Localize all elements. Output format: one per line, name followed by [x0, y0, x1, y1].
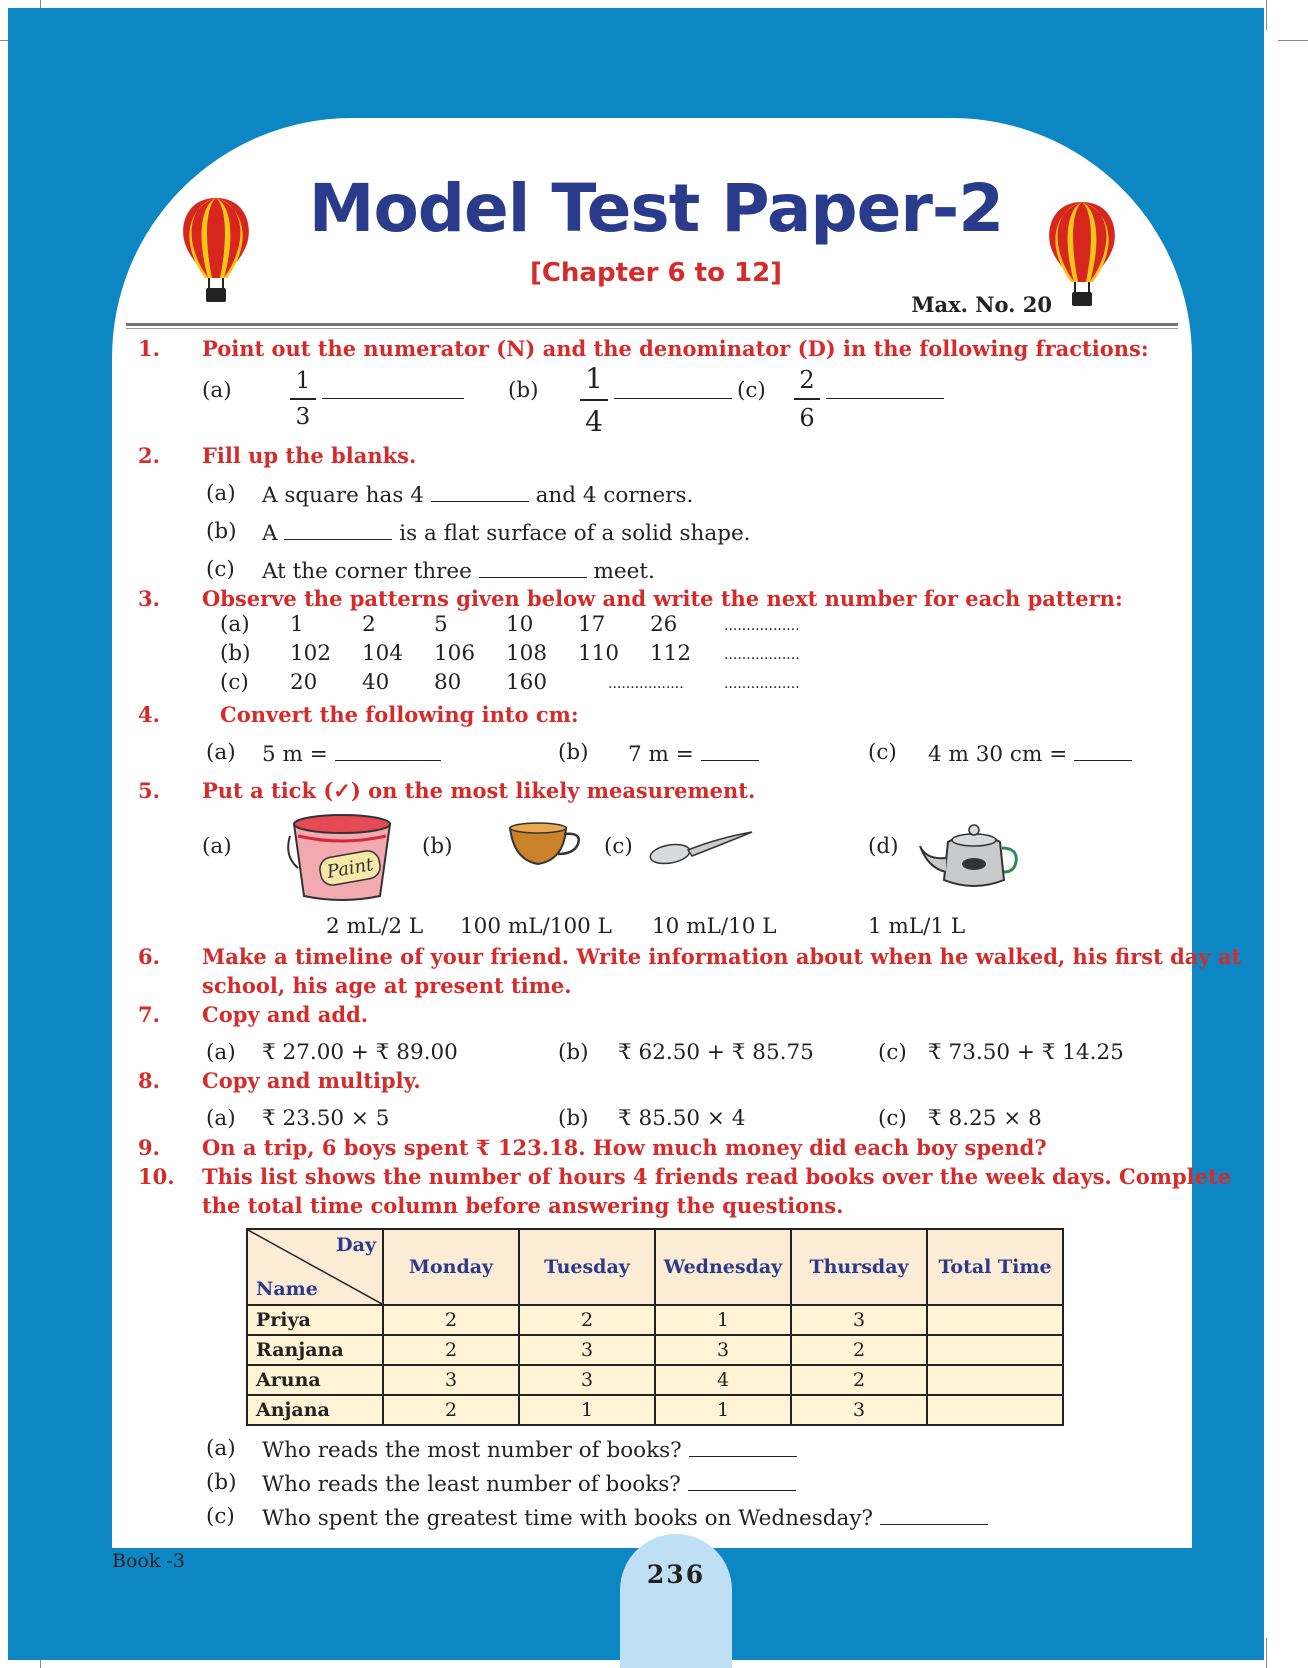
crop-mark: [1278, 40, 1308, 41]
table-row: [247, 1335, 1063, 1365]
column-header: Total Time: [927, 1229, 1063, 1305]
column-header: Thursday: [791, 1229, 927, 1305]
answer-blank[interactable]: [614, 398, 732, 399]
pattern-label: (a): [220, 612, 250, 637]
corner-name-label: Name: [256, 1278, 318, 1300]
option-label: (c): [206, 557, 235, 582]
question-text: Fill up the blanks.: [202, 443, 417, 468]
total-time-cell[interactable]: [927, 1395, 1063, 1425]
addition-expression: ₹ 27.00 + ₹ 89.00: [262, 1040, 458, 1065]
measurement-option[interactable]: 100 mL/100 L: [460, 914, 612, 939]
multiplication-expression: ₹ 23.50 × 5: [262, 1106, 390, 1131]
answer-blank[interactable]: [689, 1436, 797, 1457]
pattern-answer-blank[interactable]: .................: [724, 618, 800, 634]
blank-prefix: A square has 4: [262, 483, 424, 508]
cup-icon: [506, 820, 588, 870]
denominator: 3: [295, 403, 311, 430]
sub-question: [262, 1436, 797, 1463]
option-label: (b): [206, 519, 237, 544]
question-text: Copy and multiply.: [202, 1068, 421, 1093]
question-text: On a trip, 6 boys spent ₹ 123.18. How much money did each boy spend?: [202, 1135, 1047, 1160]
column-header: Monday: [383, 1229, 519, 1305]
table-header-row: [247, 1229, 1063, 1305]
question-text: the total time column before answering the questions.: [202, 1193, 844, 1218]
max-marks: Max. No. 20: [911, 292, 1052, 317]
blank-suffix: and 4 corners.: [535, 483, 694, 508]
option-label: (c): [604, 834, 633, 859]
pattern-value: 80: [434, 670, 462, 695]
column-header: Tuesday: [519, 1229, 655, 1305]
question-text: Convert the following into cm:: [220, 702, 579, 727]
question-text: Put a tick (✓) on the most likely measurement.: [202, 778, 756, 803]
question-text: This list shows the number of hours 4 friends read books over the week days. Complete: [202, 1164, 1232, 1189]
pattern-answer-blank[interactable]: .................: [724, 676, 800, 692]
conversion-text: 7 m =: [628, 742, 694, 767]
hours-cell: 3: [519, 1365, 655, 1395]
answer-blank[interactable]: [1074, 740, 1132, 761]
fill-blank-line: [262, 557, 655, 584]
question-number: 1.: [138, 336, 160, 361]
answer-blank[interactable]: [688, 1470, 796, 1491]
reading-hours-table: [246, 1228, 1064, 1426]
option-label: (a): [206, 481, 236, 506]
sub-question: [262, 1470, 796, 1497]
option-label: (c): [206, 1504, 235, 1529]
option-label: (c): [737, 378, 766, 403]
pattern-label: (b): [220, 641, 251, 666]
option-label: (c): [868, 740, 897, 765]
measurement-option[interactable]: 2 mL/2 L: [326, 914, 424, 939]
addition-expression: ₹ 73.50 + ₹ 14.25: [928, 1040, 1124, 1065]
answer-blank[interactable]: [431, 481, 529, 502]
pattern-value: 102: [290, 641, 332, 666]
sub-question-text: Who reads the least number of books?: [262, 1472, 681, 1497]
answer-blank[interactable]: [335, 740, 441, 761]
option-label: (b): [558, 1040, 589, 1065]
question-text: Copy and add.: [202, 1002, 369, 1027]
hours-cell: 2: [383, 1335, 519, 1365]
total-time-cell[interactable]: [927, 1365, 1063, 1395]
option-label: (a): [202, 378, 232, 403]
row-name-cell: Anjana: [247, 1395, 383, 1425]
conversion-item: [262, 740, 441, 767]
option-label: (b): [206, 1470, 237, 1495]
conversion-text: 4 m 30 cm =: [928, 742, 1068, 767]
divider: [126, 323, 1178, 326]
total-time-cell[interactable]: [927, 1305, 1063, 1335]
pattern-value: 106: [434, 641, 476, 666]
hours-cell: 3: [383, 1365, 519, 1395]
table-corner-cell: [247, 1229, 383, 1305]
hours-cell: 2: [791, 1335, 927, 1365]
pattern-answer-blank[interactable]: .................: [724, 647, 800, 663]
question-number: 7.: [138, 1002, 160, 1027]
sub-question-text: Who reads the most number of books?: [262, 1438, 682, 1463]
question-text: Make a timeline of your friend. Write information about when he walked, his first day at: [202, 944, 1242, 969]
page-number-tab: [620, 1534, 732, 1668]
pattern-value: 110: [578, 641, 620, 666]
option-label: (c): [878, 1040, 907, 1065]
question-text: Observe the patterns given below and write the next number for each pattern:: [202, 586, 1123, 611]
option-label: (b): [508, 378, 539, 403]
question-text: Point out the numerator (N) and the denominator (D) in the following fractions:: [202, 336, 1149, 361]
question-number: 10.: [138, 1164, 175, 1189]
crop-mark: [1266, 1638, 1267, 1668]
fill-blank-line: [262, 519, 751, 546]
pattern-value: 10: [506, 612, 534, 637]
denominator: 6: [799, 403, 815, 432]
column-header: Wednesday: [655, 1229, 791, 1305]
option-label: (b): [422, 834, 453, 859]
pattern-value: 20: [290, 670, 318, 695]
option-label: (c): [878, 1106, 907, 1131]
hours-cell: 2: [519, 1305, 655, 1335]
multiplication-expression: ₹ 8.25 × 8: [928, 1106, 1042, 1131]
pattern-value: 112: [650, 641, 692, 666]
hours-cell: 2: [791, 1365, 927, 1395]
option-label: (a): [202, 834, 232, 859]
sub-question-text: Who spent the greatest time with books on Wednesday?: [262, 1506, 873, 1531]
spoon-icon: [648, 828, 754, 868]
question-number: 4.: [138, 702, 160, 727]
row-name-cell: Priya: [247, 1305, 383, 1335]
fraction: [580, 362, 608, 438]
answer-blank[interactable]: [880, 1504, 988, 1525]
corner-day-label: Day: [336, 1234, 376, 1256]
blank-prefix: At the corner three: [262, 559, 472, 584]
page-title: Model Test Paper-2: [308, 170, 1004, 247]
hours-cell: 4: [655, 1365, 791, 1395]
blank-suffix: meet.: [593, 559, 655, 584]
measurement-option[interactable]: 10 mL/10 L: [652, 914, 777, 939]
option-label: (a): [206, 1106, 236, 1131]
page-number: 236: [646, 1560, 706, 1589]
option-label: (d): [868, 834, 899, 859]
pattern-value: 104: [362, 641, 404, 666]
answer-blank[interactable]: [479, 557, 587, 578]
hours-cell: 2: [383, 1395, 519, 1425]
question-number: 5.: [138, 778, 160, 803]
table-row: [247, 1305, 1063, 1335]
chapter-range: [Chapter 6 to 12]: [529, 258, 783, 288]
fraction: [794, 366, 820, 432]
numerator: 2: [799, 366, 815, 394]
question-number: 3.: [138, 586, 160, 611]
hours-cell: 1: [655, 1305, 791, 1335]
table-row: [247, 1395, 1063, 1425]
row-name-cell: Aruna: [247, 1365, 383, 1395]
book-label: Book -3: [112, 1550, 185, 1572]
pattern-answer-blank[interactable]: .................: [608, 676, 684, 692]
paint-bucket-icon: [286, 806, 398, 906]
option-label: (b): [558, 740, 589, 765]
hours-cell: 1: [655, 1395, 791, 1425]
hours-cell: 3: [655, 1335, 791, 1365]
numerator: 1: [295, 368, 311, 394]
question-text: school, his age at present time.: [202, 973, 572, 998]
fill-blank-line: [262, 481, 693, 508]
addition-expression: ₹ 62.50 + ₹ 85.75: [618, 1040, 814, 1065]
pattern-value: 26: [650, 612, 678, 637]
option-label: (a): [206, 1436, 236, 1461]
question-number: 9.: [138, 1135, 160, 1160]
hours-cell: 2: [383, 1305, 519, 1335]
conversion-item: [628, 740, 759, 767]
pattern-value: 5: [434, 612, 448, 637]
option-label: (a): [206, 1040, 236, 1065]
hot-air-balloon-left-icon: [178, 194, 254, 306]
question-number: 6.: [138, 944, 160, 969]
blank-prefix: A: [262, 521, 278, 546]
pattern-value: 17: [578, 612, 606, 637]
measurement-option[interactable]: 1 mL/1 L: [868, 914, 966, 939]
pattern-value: 160: [506, 670, 548, 695]
row-name-cell: Ranjana: [247, 1335, 383, 1365]
kettle-icon: [918, 818, 1030, 894]
sub-question: [262, 1504, 988, 1531]
multiplication-expression: ₹ 85.50 × 4: [618, 1106, 746, 1131]
hours-cell: 3: [791, 1305, 927, 1335]
hours-cell: 3: [791, 1395, 927, 1425]
question-number: 2.: [138, 443, 160, 468]
option-label: (a): [206, 740, 236, 765]
divider: [126, 328, 1178, 329]
answer-blank[interactable]: [322, 398, 464, 399]
total-time-cell[interactable]: [927, 1335, 1063, 1365]
conversion-text: 5 m =: [262, 742, 328, 767]
question-number: 8.: [138, 1068, 160, 1093]
crop-mark: [1266, 0, 1267, 30]
conversion-item: [928, 740, 1132, 767]
table-row: [247, 1365, 1063, 1395]
pattern-value: 1: [290, 612, 304, 637]
option-label: (b): [558, 1106, 589, 1131]
pattern-value: 108: [506, 641, 548, 666]
numerator: 1: [585, 362, 603, 395]
hot-air-balloon-right-icon: [1044, 198, 1120, 310]
answer-blank[interactable]: [701, 740, 759, 761]
paint-label: Paint: [325, 854, 375, 883]
hours-cell: 3: [519, 1335, 655, 1365]
answer-blank[interactable]: [284, 519, 392, 540]
pattern-label: (c): [220, 670, 249, 695]
pattern-value: 2: [362, 612, 376, 637]
blank-suffix: is a flat surface of a solid shape.: [399, 521, 751, 546]
hours-cell: 1: [519, 1395, 655, 1425]
denominator: 4: [585, 404, 603, 438]
fraction: [290, 368, 316, 430]
answer-blank[interactable]: [826, 398, 944, 399]
pattern-value: 40: [362, 670, 390, 695]
